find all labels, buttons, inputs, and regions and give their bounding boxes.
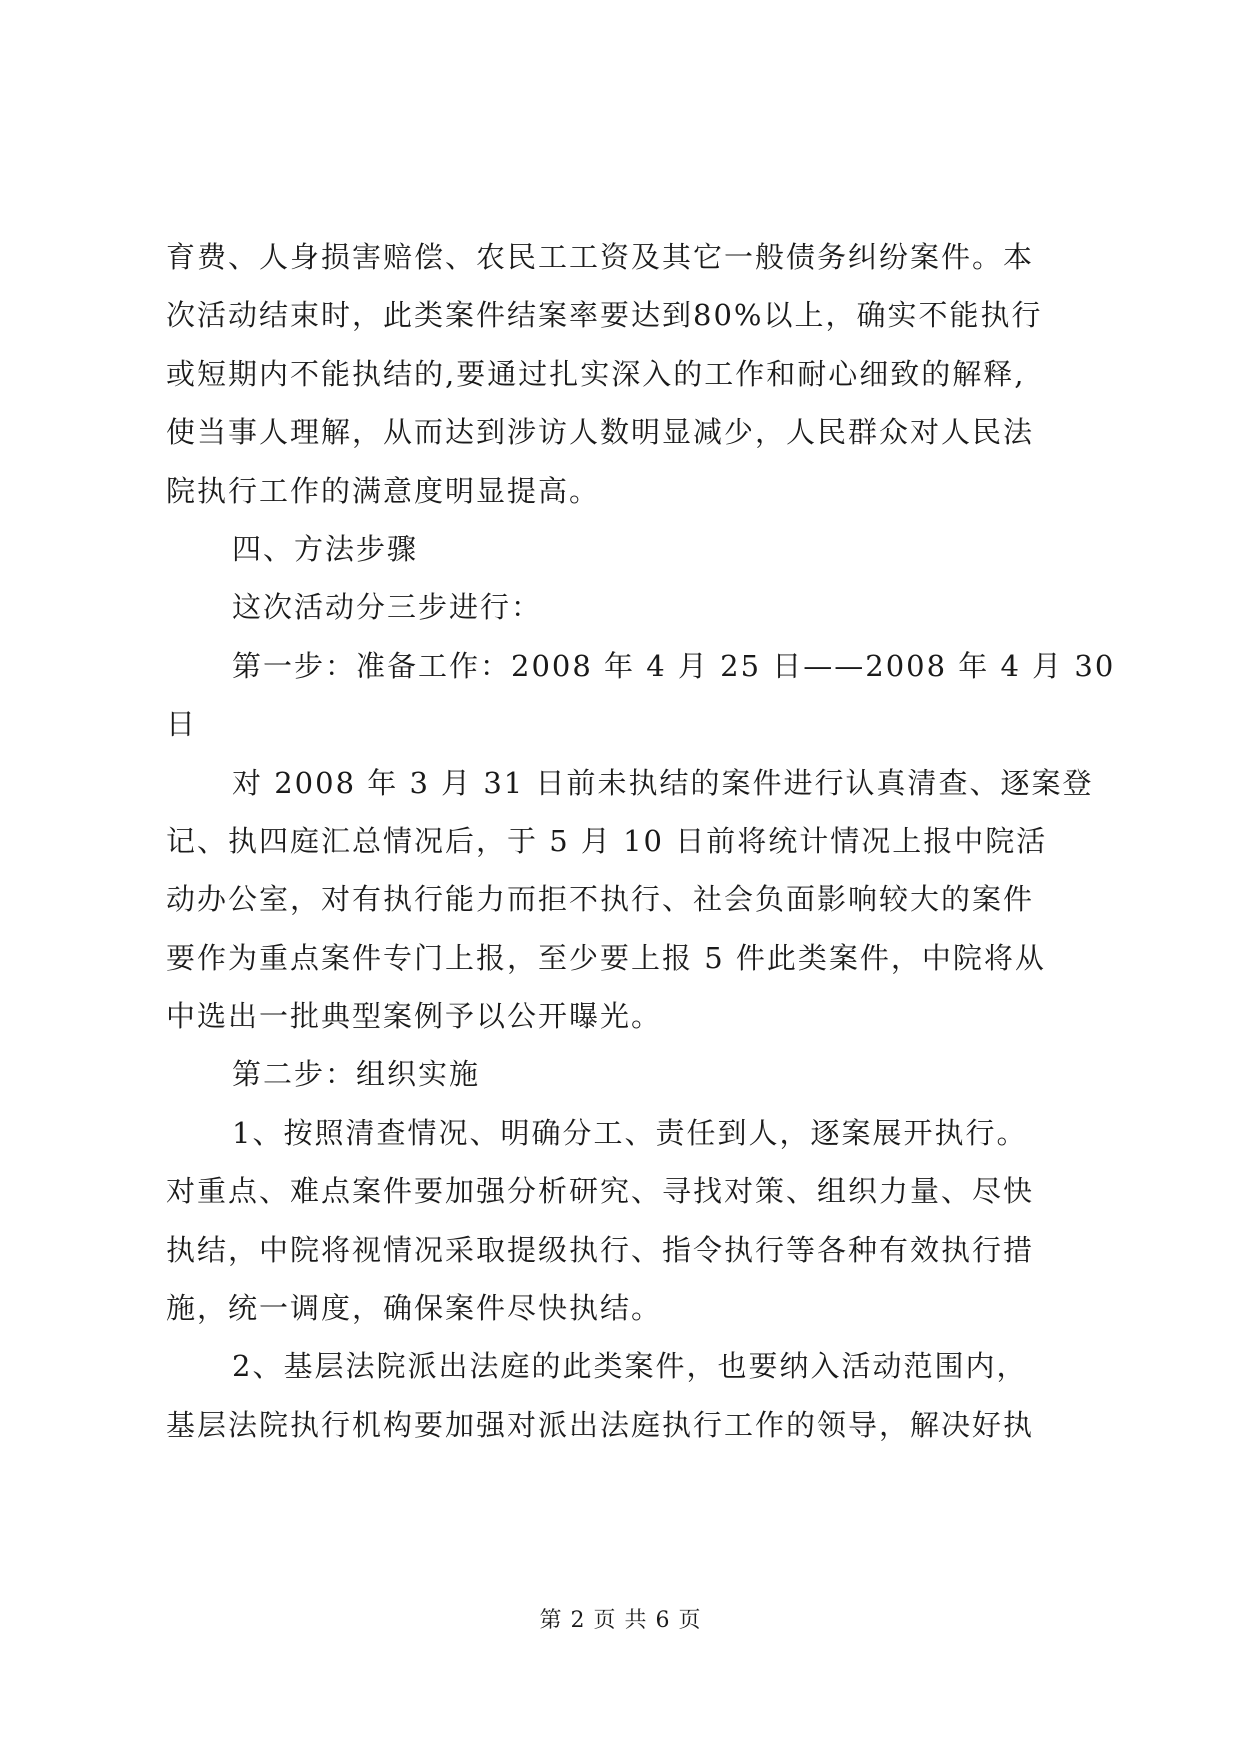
text-line: 中选出一批典型案例予以公开曝光。 [166,999,663,1034]
text-line: 对重点、难点案件要加强分析研究、寻找对策、组织力量、尽快 [166,1174,1035,1209]
text-line: 使当事人理解，从而达到涉访人数明显减少，人民群众对人民法 [166,415,1035,450]
text-line: 执结，中院将视情况采取提级执行、指令执行等各种有效执行措 [166,1232,1035,1267]
document-body [166,228,1116,1454]
page-footer [0,1603,1241,1634]
text-line: 或短期内不能执结的,要通过扎实深入的工作和耐心细致的解释, [166,356,1026,391]
section-heading: 四、方法步骤 [232,531,419,566]
text-line: 1、按照清查情况、明确分工、责任到人，逐案展开执行。 [232,1115,1028,1150]
text-line: 要作为重点案件专门上报，至少要上报 5 件此类案件，中院将从 [166,940,1046,975]
text-line: 院执行工作的满意度明显提高。 [166,473,601,508]
text-line: 动办公室，对有执行能力而拒不执行、社会负面影响较大的案件 [166,882,1035,917]
text-line: 这次活动分三步进行： [232,590,543,625]
text-line: 基层法院执行机构要加强对派出法庭执行工作的领导，解决好执 [166,1407,1035,1442]
text-line: 对 2008 年 3 月 31 日前未执结的案件进行认真清查、逐案登 [232,765,1094,800]
text-line: 施，统一调度，确保案件尽快执结。 [166,1291,663,1326]
step-heading: 第一步：准备工作：2008 年 4 月 25 日——2008 年 4 月 30 [232,648,1116,683]
text-line: 记、执四庭汇总情况后，于 5 月 10 日前将统计情况上报中院活 [166,823,1048,858]
page-number: 第 2 页 共 6 页 [539,1608,702,1633]
text-line: 次活动结束时，此类案件结案率要达到80%以上，确实不能执行 [166,298,1043,333]
text-line: 2、基层法院派出法庭的此类案件，也要纳入活动范围内， [232,1349,1028,1384]
step-heading: 第二步：组织实施 [232,1057,481,1092]
text-line: 育费、人身损害赔偿、农民工工资及其它一般债务纠纷案件。本 [166,240,1035,274]
text-line: 日 [166,707,198,742]
